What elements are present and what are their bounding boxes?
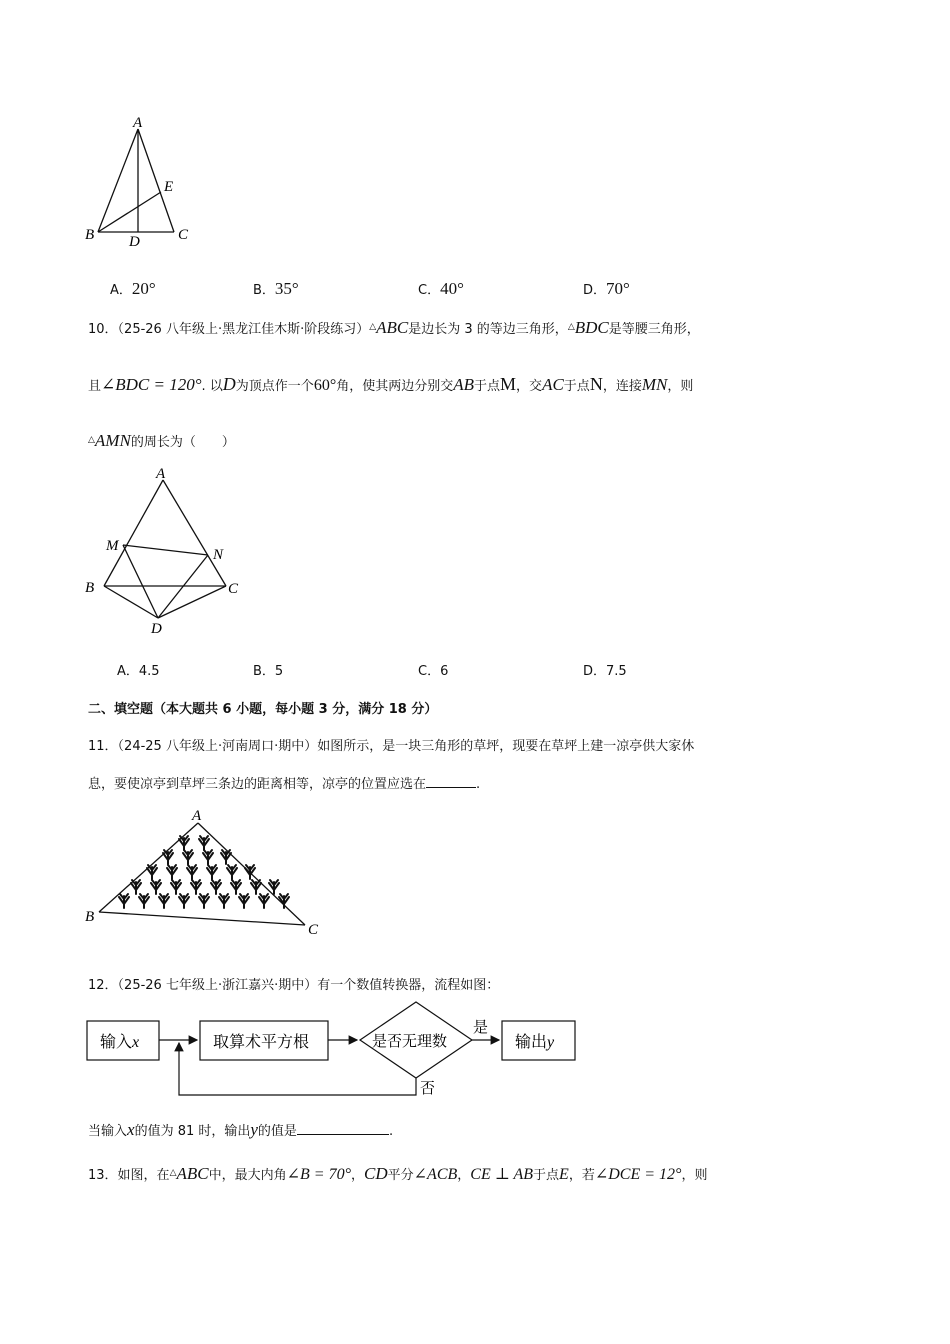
flow-yes-label: 是	[473, 1020, 489, 1036]
grass-tuft-icon	[199, 894, 209, 908]
q11-line-2: 息，要使凉亭到草坪三条边的距离相等，凉亭的位置应选在 .	[88, 773, 480, 792]
grass-tuft-icon	[147, 865, 157, 879]
fig10-label-b: B	[85, 580, 95, 596]
fig10-label-m: M	[106, 538, 119, 554]
q10-line-2: 且∠BDC = 120°. 以D为顶点作一个60°角，使其两边分别交AB于点M，交AC于点N，连接MN，则	[88, 374, 694, 394]
fig10-label-a: A	[156, 466, 166, 482]
grass-tuft-icon	[251, 880, 261, 894]
fig9-label-c: C	[178, 227, 189, 243]
flow-input-label: 输入x	[100, 1034, 140, 1051]
grass-tuft-icon	[207, 865, 217, 879]
fig10-label-c: C	[228, 581, 239, 597]
grass-tuft-icon	[191, 880, 201, 894]
grass-tuft-icon	[231, 880, 241, 894]
grass-tuft-icon	[187, 865, 197, 879]
figure-q9-triangle	[82, 112, 202, 252]
grass-tuft-icon	[221, 850, 231, 864]
grass-tuft-icon	[203, 850, 213, 864]
fig9-label-e: E	[164, 179, 174, 195]
grass-tuft-icon	[151, 880, 161, 894]
q12-answer-blank[interactable]	[297, 1120, 389, 1135]
figure-q10-triangles	[82, 462, 252, 642]
grass-tuft-icon	[119, 894, 129, 908]
q11-answer-blank[interactable]	[426, 773, 476, 788]
fig9-label-d: D	[129, 234, 140, 250]
grass-tuft-icon	[179, 894, 189, 908]
fig10-label-d: D	[151, 621, 162, 637]
grass-tuft-icon	[139, 894, 149, 908]
grass-tuft-icon	[199, 836, 209, 850]
grass-tuft-icon	[259, 894, 269, 908]
q10-option-c[interactable]: C．6	[418, 664, 449, 679]
grass-tuft-icon	[219, 894, 229, 908]
fig9-label-b: B	[85, 227, 95, 243]
grass-tuft-icon	[179, 836, 189, 850]
q9-option-d[interactable]: D．70°	[583, 279, 630, 298]
grass-tuft-icon	[159, 894, 169, 908]
flow-decision-label: 是否无理数	[372, 1034, 448, 1050]
q9-option-a[interactable]: A．20°	[110, 279, 156, 298]
grass-tuft-icon	[227, 865, 237, 879]
q10-line-1: 10．（25-26 八年级上·黑龙江佳木斯·阶段练习）△ABC是边长为 3 的等边三角形，△BDC是等腰三角形，	[88, 318, 700, 337]
q9-option-c[interactable]: C．40°	[418, 279, 464, 298]
grass-tuft-icon	[211, 880, 221, 894]
flowchart	[82, 998, 592, 1102]
grass-icons	[119, 836, 289, 908]
flow-no-label: 否	[420, 1081, 436, 1097]
fig11-label-c: C	[308, 922, 319, 938]
q10-option-a[interactable]: A．4.5	[117, 664, 160, 679]
fig11-label-b: B	[85, 909, 95, 925]
grass-tuft-icon	[239, 894, 249, 908]
grass-tuft-icon	[245, 865, 255, 879]
grass-tuft-icon	[131, 880, 141, 894]
grass-tuft-icon	[183, 850, 193, 864]
fig9-label-a: A	[133, 115, 143, 131]
q10-option-d[interactable]: D．7.5	[583, 664, 627, 679]
figure-q11-lawn	[82, 800, 332, 940]
flow-output-label: 输出y	[515, 1034, 555, 1051]
q10-option-b[interactable]: B．5	[253, 664, 284, 679]
section-heading-fill-in: 二、填空题（本大题共 6 小题，每小题 3 分，满分 18 分）	[88, 702, 438, 717]
q10-line-3: △AMN的周长为（ ）	[88, 431, 235, 450]
grass-tuft-icon	[167, 865, 177, 879]
q12-question: 当输入x的值为 81 时，输出y的值是 .	[88, 1120, 394, 1139]
flow-sqrt-label: 取算术平方根	[213, 1034, 310, 1051]
grass-tuft-icon	[163, 850, 173, 864]
q11-line-1: 11．（24-25 八年级上·河南周口·期中）如图所示，是一块三角形的草坪，现要在草坪上建一凉亭供大家休	[88, 739, 695, 754]
q13-line-1: 13．如图，在△ABC中，最大内角∠B = 70°，CD平分∠ACB，CE ⊥ AB于点E，若∠DCE = 12°，则	[88, 1164, 708, 1183]
fig11-label-a: A	[192, 808, 202, 824]
grass-tuft-icon	[171, 880, 181, 894]
fig10-label-n: N	[213, 547, 224, 563]
q9-option-b[interactable]: B．35°	[253, 279, 299, 298]
q12-line-1: 12．（25-26 七年级上·浙江嘉兴·期中）有一个数值转换器，流程如图：	[88, 978, 500, 993]
